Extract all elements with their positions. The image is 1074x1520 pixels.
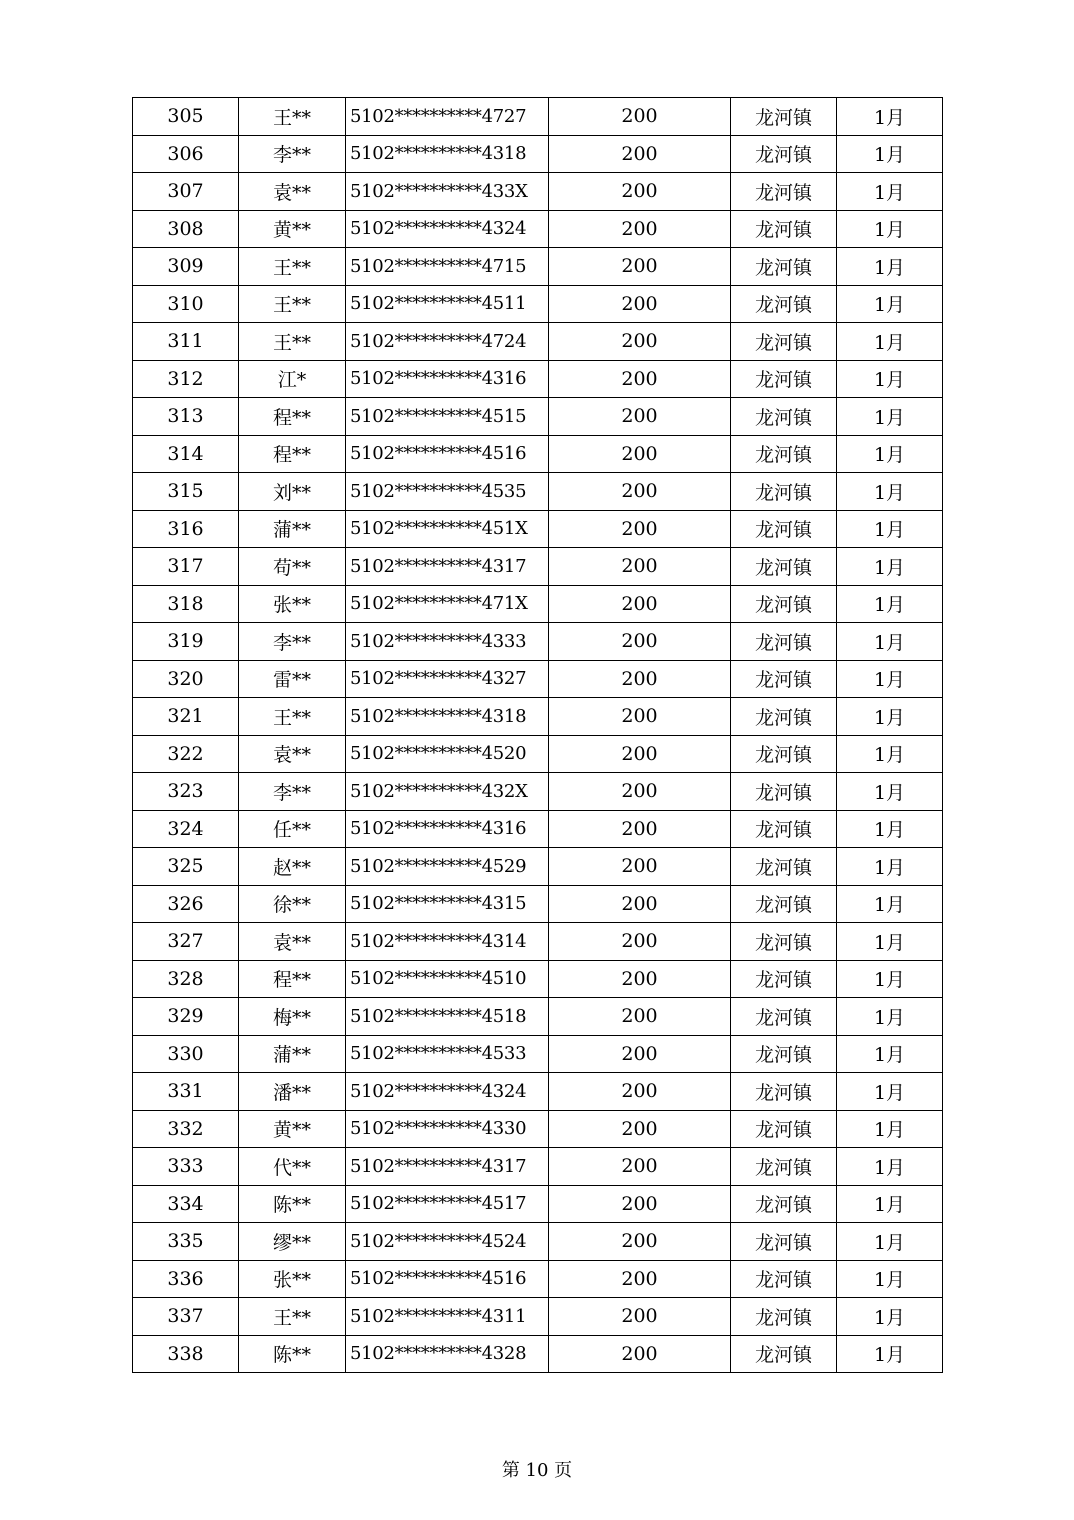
cell-month: 1月	[837, 248, 943, 286]
cell-index: 337	[133, 1298, 239, 1336]
table-row	[133, 885, 943, 923]
cell-name: 王**	[239, 323, 346, 361]
cell-town: 龙河镇	[731, 698, 837, 736]
cell-id-number: 5102**********4510	[346, 960, 549, 998]
cell-month: 1月	[837, 510, 943, 548]
cell-id-number: 5102**********4524	[346, 1223, 549, 1261]
cell-amount: 200	[549, 323, 731, 361]
cell-index: 310	[133, 285, 239, 323]
cell-town: 龙河镇	[731, 135, 837, 173]
cell-id-number: 5102**********4515	[346, 398, 549, 436]
cell-town: 龙河镇	[731, 173, 837, 211]
cell-index: 330	[133, 1035, 239, 1073]
cell-name: 任**	[239, 810, 346, 848]
cell-index: 321	[133, 698, 239, 736]
cell-amount: 200	[549, 1223, 731, 1261]
cell-month: 1月	[837, 998, 943, 1036]
cell-id-number: 5102**********4317	[346, 548, 549, 586]
cell-id-number: 5102**********4318	[346, 135, 549, 173]
table-row	[133, 1110, 943, 1148]
cell-id-number: 5102**********4516	[346, 1260, 549, 1298]
cell-index: 315	[133, 473, 239, 511]
cell-index: 322	[133, 735, 239, 773]
cell-index: 331	[133, 1073, 239, 1111]
cell-id-number: 5102**********4511	[346, 285, 549, 323]
cell-id-number: 5102**********4328	[346, 1335, 549, 1373]
cell-id-number: 5102**********4520	[346, 735, 549, 773]
cell-town: 龙河镇	[731, 210, 837, 248]
cell-town: 龙河镇	[731, 1335, 837, 1373]
cell-amount: 200	[549, 360, 731, 398]
cell-month: 1月	[837, 698, 943, 736]
cell-index: 333	[133, 1148, 239, 1186]
table-row	[133, 810, 943, 848]
cell-amount: 200	[549, 285, 731, 323]
cell-month: 1月	[837, 98, 943, 136]
table-row	[133, 173, 943, 211]
cell-amount: 200	[549, 1335, 731, 1373]
table-row	[133, 135, 943, 173]
table-row	[133, 1148, 943, 1186]
cell-month: 1月	[837, 1223, 943, 1261]
table-row	[133, 360, 943, 398]
cell-id-number: 5102**********4517	[346, 1185, 549, 1223]
cell-amount: 200	[549, 735, 731, 773]
cell-index: 307	[133, 173, 239, 211]
table-row	[133, 773, 943, 811]
cell-id-number: 5102**********4316	[346, 810, 549, 848]
cell-town: 龙河镇	[731, 848, 837, 886]
cell-month: 1月	[837, 1185, 943, 1223]
cell-amount: 200	[549, 548, 731, 586]
cell-name: 程**	[239, 960, 346, 998]
cell-town: 龙河镇	[731, 1148, 837, 1186]
cell-index: 325	[133, 848, 239, 886]
cell-name: 缪**	[239, 1223, 346, 1261]
cell-amount: 200	[549, 1035, 731, 1073]
cell-amount: 200	[549, 1148, 731, 1186]
cell-town: 龙河镇	[731, 1073, 837, 1111]
cell-id-number: 5102**********4535	[346, 473, 549, 511]
cell-amount: 200	[549, 1073, 731, 1111]
cell-town: 龙河镇	[731, 1110, 837, 1148]
page-number: 第 10 页	[501, 1460, 573, 1481]
cell-month: 1月	[837, 285, 943, 323]
cell-name: 袁**	[239, 173, 346, 211]
cell-id-number: 5102**********4518	[346, 998, 549, 1036]
cell-name: 王**	[239, 1298, 346, 1336]
cell-month: 1月	[837, 1110, 943, 1148]
cell-amount: 200	[549, 660, 731, 698]
cell-name: 苟**	[239, 548, 346, 586]
table-row	[133, 510, 943, 548]
cell-month: 1月	[837, 923, 943, 961]
cell-month: 1月	[837, 1148, 943, 1186]
cell-amount: 200	[549, 398, 731, 436]
roster-table-body	[133, 98, 943, 1373]
cell-town: 龙河镇	[731, 248, 837, 286]
cell-index: 324	[133, 810, 239, 848]
cell-index: 306	[133, 135, 239, 173]
cell-name: 蒲**	[239, 510, 346, 548]
cell-id-number: 5102**********4318	[346, 698, 549, 736]
cell-amount: 200	[549, 623, 731, 661]
cell-month: 1月	[837, 1035, 943, 1073]
cell-month: 1月	[837, 885, 943, 923]
cell-month: 1月	[837, 398, 943, 436]
cell-month: 1月	[837, 1335, 943, 1373]
cell-town: 龙河镇	[731, 285, 837, 323]
cell-index: 329	[133, 998, 239, 1036]
cell-month: 1月	[837, 810, 943, 848]
table-row	[133, 1335, 943, 1373]
cell-amount: 200	[549, 998, 731, 1036]
cell-name: 黄**	[239, 210, 346, 248]
cell-index: 323	[133, 773, 239, 811]
cell-id-number: 5102**********433X	[346, 173, 549, 211]
cell-town: 龙河镇	[731, 323, 837, 361]
cell-id-number: 5102**********4317	[346, 1148, 549, 1186]
cell-index: 332	[133, 1110, 239, 1148]
cell-name: 袁**	[239, 923, 346, 961]
cell-id-number: 5102**********4516	[346, 435, 549, 473]
cell-index: 336	[133, 1260, 239, 1298]
cell-name: 程**	[239, 435, 346, 473]
cell-amount: 200	[549, 885, 731, 923]
cell-index: 314	[133, 435, 239, 473]
cell-id-number: 5102**********4316	[346, 360, 549, 398]
cell-name: 赵**	[239, 848, 346, 886]
cell-name: 徐**	[239, 885, 346, 923]
table-row	[133, 1185, 943, 1223]
cell-month: 1月	[837, 135, 943, 173]
cell-month: 1月	[837, 585, 943, 623]
cell-amount: 200	[549, 698, 731, 736]
cell-amount: 200	[549, 923, 731, 961]
cell-index: 309	[133, 248, 239, 286]
cell-month: 1月	[837, 773, 943, 811]
cell-amount: 200	[549, 510, 731, 548]
cell-town: 龙河镇	[731, 923, 837, 961]
cell-month: 1月	[837, 848, 943, 886]
cell-name: 李**	[239, 773, 346, 811]
cell-name: 代**	[239, 1148, 346, 1186]
cell-index: 318	[133, 585, 239, 623]
cell-month: 1月	[837, 960, 943, 998]
cell-name: 张**	[239, 1260, 346, 1298]
cell-name: 陈**	[239, 1335, 346, 1373]
cell-index: 326	[133, 885, 239, 923]
cell-index: 317	[133, 548, 239, 586]
cell-month: 1月	[837, 435, 943, 473]
table-row	[133, 923, 943, 961]
cell-town: 龙河镇	[731, 1298, 837, 1336]
cell-amount: 200	[549, 98, 731, 136]
cell-town: 龙河镇	[731, 98, 837, 136]
table-row	[133, 398, 943, 436]
cell-month: 1月	[837, 323, 943, 361]
cell-id-number: 5102**********471X	[346, 585, 549, 623]
cell-index: 316	[133, 510, 239, 548]
cell-town: 龙河镇	[731, 1223, 837, 1261]
cell-index: 320	[133, 660, 239, 698]
roster-table	[132, 97, 943, 1373]
cell-index: 305	[133, 98, 239, 136]
cell-index: 311	[133, 323, 239, 361]
cell-town: 龙河镇	[731, 660, 837, 698]
cell-amount: 200	[549, 1110, 731, 1148]
cell-month: 1月	[837, 173, 943, 211]
cell-month: 1月	[837, 210, 943, 248]
cell-index: 338	[133, 1335, 239, 1373]
cell-id-number: 5102**********4330	[346, 1110, 549, 1148]
cell-town: 龙河镇	[731, 510, 837, 548]
cell-id-number: 5102**********4529	[346, 848, 549, 886]
cell-id-number: 5102**********432X	[346, 773, 549, 811]
table-row	[133, 735, 943, 773]
cell-town: 龙河镇	[731, 1185, 837, 1223]
cell-id-number: 5102**********4724	[346, 323, 549, 361]
cell-name: 程**	[239, 398, 346, 436]
cell-town: 龙河镇	[731, 548, 837, 586]
cell-index: 328	[133, 960, 239, 998]
table-row	[133, 998, 943, 1036]
cell-id-number: 5102**********4327	[346, 660, 549, 698]
cell-month: 1月	[837, 548, 943, 586]
cell-town: 龙河镇	[731, 623, 837, 661]
cell-index: 335	[133, 1223, 239, 1261]
cell-town: 龙河镇	[731, 960, 837, 998]
table-row	[133, 660, 943, 698]
table-row	[133, 960, 943, 998]
cell-town: 龙河镇	[731, 435, 837, 473]
table-row	[133, 323, 943, 361]
table-row	[133, 1298, 943, 1336]
cell-amount: 200	[549, 773, 731, 811]
cell-month: 1月	[837, 473, 943, 511]
table-row	[133, 848, 943, 886]
table-row	[133, 698, 943, 736]
cell-town: 龙河镇	[731, 473, 837, 511]
cell-amount: 200	[549, 248, 731, 286]
cell-name: 王**	[239, 98, 346, 136]
cell-amount: 200	[549, 210, 731, 248]
cell-town: 龙河镇	[731, 885, 837, 923]
cell-name: 江*	[239, 360, 346, 398]
cell-name: 雷**	[239, 660, 346, 698]
cell-month: 1月	[837, 623, 943, 661]
cell-id-number: 5102**********4314	[346, 923, 549, 961]
cell-amount: 200	[549, 810, 731, 848]
table-row	[133, 1260, 943, 1298]
table-row	[133, 435, 943, 473]
cell-name: 王**	[239, 698, 346, 736]
cell-town: 龙河镇	[731, 360, 837, 398]
cell-town: 龙河镇	[731, 735, 837, 773]
table-row	[133, 1223, 943, 1261]
cell-index: 313	[133, 398, 239, 436]
table-row	[133, 285, 943, 323]
cell-name: 王**	[239, 248, 346, 286]
cell-town: 龙河镇	[731, 585, 837, 623]
cell-name: 蒲**	[239, 1035, 346, 1073]
cell-amount: 200	[549, 135, 731, 173]
cell-town: 龙河镇	[731, 810, 837, 848]
cell-town: 龙河镇	[731, 998, 837, 1036]
cell-town: 龙河镇	[731, 1035, 837, 1073]
cell-amount: 200	[549, 435, 731, 473]
table-row	[133, 473, 943, 511]
cell-name: 李**	[239, 135, 346, 173]
table-row	[133, 585, 943, 623]
cell-index: 327	[133, 923, 239, 961]
cell-month: 1月	[837, 660, 943, 698]
table-row	[133, 210, 943, 248]
cell-id-number: 5102**********4324	[346, 1073, 549, 1111]
cell-amount: 200	[549, 1298, 731, 1336]
table-row	[133, 248, 943, 286]
cell-name: 陈**	[239, 1185, 346, 1223]
cell-index: 319	[133, 623, 239, 661]
cell-amount: 200	[549, 473, 731, 511]
cell-amount: 200	[549, 173, 731, 211]
table-row	[133, 623, 943, 661]
cell-index: 308	[133, 210, 239, 248]
cell-name: 刘**	[239, 473, 346, 511]
cell-month: 1月	[837, 1260, 943, 1298]
cell-id-number: 5102**********4727	[346, 98, 549, 136]
cell-amount: 200	[549, 960, 731, 998]
cell-name: 梅**	[239, 998, 346, 1036]
cell-amount: 200	[549, 848, 731, 886]
cell-month: 1月	[837, 1073, 943, 1111]
table-row	[133, 1073, 943, 1111]
table-row	[133, 548, 943, 586]
cell-id-number: 5102**********4333	[346, 623, 549, 661]
cell-id-number: 5102**********4715	[346, 248, 549, 286]
cell-id-number: 5102**********451X	[346, 510, 549, 548]
cell-name: 黄**	[239, 1110, 346, 1148]
cell-name: 李**	[239, 623, 346, 661]
cell-id-number: 5102**********4533	[346, 1035, 549, 1073]
cell-amount: 200	[549, 585, 731, 623]
table-row	[133, 98, 943, 136]
cell-town: 龙河镇	[731, 1260, 837, 1298]
cell-index: 312	[133, 360, 239, 398]
cell-month: 1月	[837, 360, 943, 398]
cell-id-number: 5102**********4324	[346, 210, 549, 248]
cell-index: 334	[133, 1185, 239, 1223]
cell-name: 袁**	[239, 735, 346, 773]
cell-town: 龙河镇	[731, 773, 837, 811]
cell-month: 1月	[837, 735, 943, 773]
cell-month: 1月	[837, 1298, 943, 1336]
cell-town: 龙河镇	[731, 398, 837, 436]
cell-amount: 200	[549, 1185, 731, 1223]
cell-name: 潘**	[239, 1073, 346, 1111]
cell-amount: 200	[549, 1260, 731, 1298]
cell-name: 王**	[239, 285, 346, 323]
cell-id-number: 5102**********4311	[346, 1298, 549, 1336]
cell-name: 张**	[239, 585, 346, 623]
cell-id-number: 5102**********4315	[346, 885, 549, 923]
table-row	[133, 1035, 943, 1073]
